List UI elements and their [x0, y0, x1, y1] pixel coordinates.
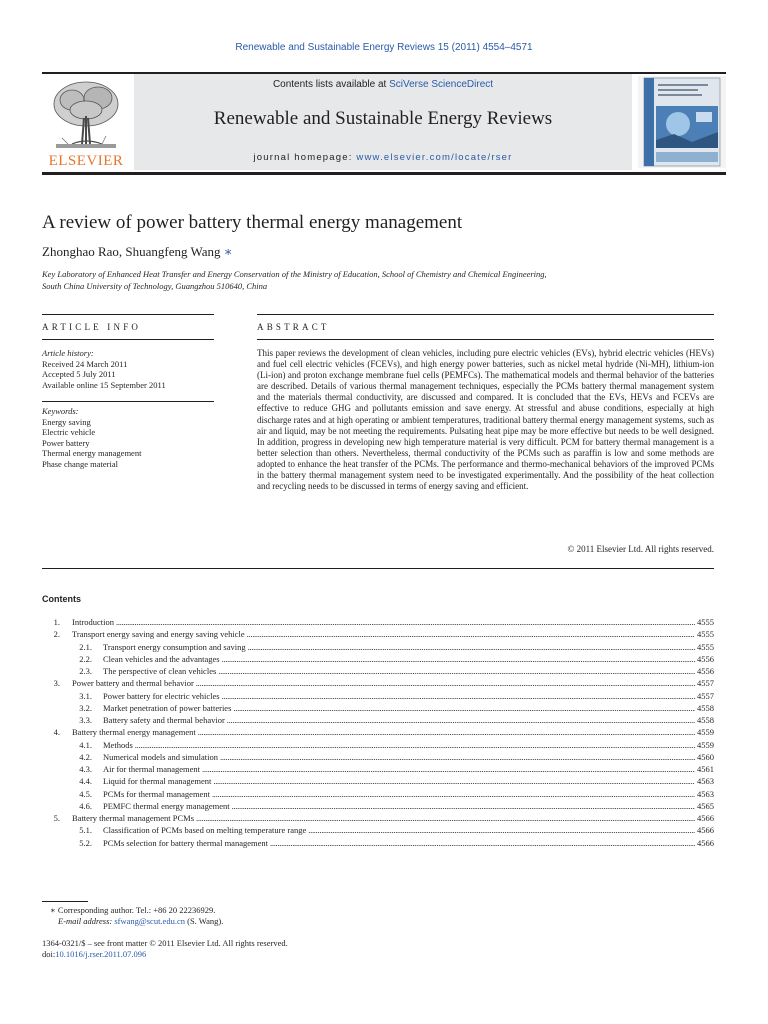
keyword-item: Phase change material: [42, 458, 118, 469]
toc-entry-title: Liquid for thermal management: [103, 776, 212, 787]
history-online: Available online 15 September 2011: [42, 379, 166, 390]
abstract-text: This paper reviews the development of clean vehicles, including pure electric vehicles (EVs), hybrid electric vehicles (HEVs) and fuel cell electric vehicles (FCEVs), and high energy power batteries, such as nickel metal hydride (Ni-MH), lithium-ion (Li-ion) and proton exchange membrane fuel cells (PEMFCs). The mathematical models and thermal behavior of the batteries are described. Details of various thermal management techniques, especially the PCMs battery thermal management system and the materials thermal conductivity, are discussed and compared. It is concluded that the EVs, HEVs and FCEVs are effective to reduce GHG and pollutants emission and save energy. At stressful and abuse conditions, especially at high discharge rates and at high operating or ambient temperatures, traditional battery thermal energy management systems, such as air and liquid, may be not meeting the requirements. Pulsating heat pipe may be more effective but needs to be well designed. In addition, progress in developing new high temperature material is very difficult. PCM for battery thermal management is a better selection than others. Nevertheless, thermal conductivity of the PCMs such as paraffin is low and some methods are adopted to enhance the heat transfer of the PCMs. The performance and thermo-mechanical behaviors of the improved PCMs in the battery thermal management system need to be investigated experimentally. And the possibility of the heat collection and recycling needs to be discussed in terms of energy saving and efficient.: [257, 348, 714, 492]
article-info-heading: ARTICLE INFO: [42, 322, 142, 332]
elsevier-logo: [42, 78, 130, 170]
toc-entry-number: 2.2.: [79, 653, 92, 664]
toc-entry[interactable]: [42, 653, 714, 665]
masthead-band: [134, 74, 632, 170]
toc-entry-title: The perspective of clean vehicles: [103, 666, 217, 676]
toc-dot-leader: [222, 653, 695, 665]
corresponding-author-mark[interactable]: ∗: [223, 244, 233, 259]
toc-entry-page: 4563: [697, 788, 714, 799]
toc-entry-number: 3.3.: [79, 715, 92, 725]
affiliation-line-2: South China University of Technology, Guangzhou 510640, China: [42, 281, 268, 291]
elsevier-wordmark: ELSEVIER: [48, 153, 124, 169]
toc-entry-number: 3.: [53, 678, 60, 689]
keyword-item: Electric vehicle: [42, 427, 96, 438]
toc-entry-title: Market penetration of power batteries: [103, 702, 232, 713]
toc-entry-number: 5.: [53, 813, 60, 823]
toc-entry-page: 4560: [697, 751, 714, 762]
toc-entry-title: Power battery for electric vehicles: [103, 690, 220, 701]
toc-entry-title: Battery safety and thermal behavior: [103, 715, 225, 725]
toc-dot-leader: [232, 800, 695, 812]
toc-dot-leader: [233, 702, 695, 714]
toc-entry-page: 4555: [697, 629, 714, 640]
toc-entry-page: 4559: [697, 739, 714, 750]
footnote-mark: ∗: [50, 905, 56, 915]
article-history: [42, 348, 214, 390]
doi-line: [42, 949, 146, 960]
toc-entry[interactable]: [42, 824, 714, 836]
toc-entry[interactable]: [42, 726, 714, 738]
toc-entry-number: 4.5.: [79, 788, 92, 799]
abstract-top-rule: [257, 314, 714, 315]
toc-entry[interactable]: [42, 628, 714, 640]
keywords-label: Keywords:: [42, 406, 79, 416]
header-rule-bottom: [42, 172, 726, 175]
toc-entry-number: 2.3.: [79, 666, 92, 676]
toc-entry[interactable]: [42, 751, 714, 763]
keyword-item: Thermal energy management: [42, 448, 142, 459]
toc-dot-leader: [222, 690, 695, 702]
homepage-link[interactable]: www.elsevier.com/locate/rser: [356, 152, 513, 163]
toc-entry-number: 4.4.: [79, 776, 92, 787]
toc-entry-title: Numerical models and simulation: [103, 751, 218, 762]
toc-entry-page: 4557: [697, 678, 714, 689]
toc-entry-page: 4555: [697, 617, 714, 627]
toc-entry[interactable]: [42, 714, 714, 726]
toc-entry[interactable]: [42, 812, 714, 824]
toc-entry-number: 4.: [53, 727, 60, 738]
toc-entry-page: 4563: [697, 776, 714, 787]
toc-entry-number: 4.6.: [79, 800, 92, 811]
history-keywords-divider: [42, 401, 214, 402]
toc-entry-title: Power battery and thermal behavior: [72, 678, 194, 689]
email-link[interactable]: sfwang@scut.edu.cn: [114, 916, 185, 926]
toc-dot-leader: [116, 616, 695, 628]
toc-entry-page: 4561: [697, 764, 714, 774]
toc-entry[interactable]: [42, 616, 714, 628]
journal-homepage-line: [134, 152, 632, 163]
abstract-head-rule: [257, 339, 714, 340]
keywords-block: [42, 406, 214, 470]
toc-entry[interactable]: [42, 788, 714, 800]
footnote-email-line: [58, 916, 223, 927]
toc-entry[interactable]: [42, 665, 714, 677]
toc-entry-page: 4566: [697, 825, 714, 836]
contents-available-prefix: Contents lists available at: [272, 79, 390, 90]
journal-citation[interactable]: Renewable and Sustainable Energy Reviews 15 (2011) 4554–4571: [235, 42, 533, 53]
toc-entry-title: PCMs selection for battery thermal management: [103, 837, 268, 848]
toc-entry-title: PEMFC thermal energy management: [103, 800, 230, 811]
journal-cover-thumbnail: [638, 76, 726, 168]
contents-top-rule: [42, 568, 714, 569]
toc-entry-title: Transport energy saving and energy saving vehicle: [72, 629, 245, 640]
toc-entry-number: 4.3.: [79, 764, 92, 774]
toc-entry-page: 4559: [697, 727, 714, 738]
article-info-head-rule: [42, 339, 214, 340]
toc-entry-title: Clean vehicles and the advantages: [103, 653, 220, 664]
toc-entry-number: 1.: [53, 617, 60, 627]
toc-entry-number: 2.1.: [79, 641, 92, 652]
toc-entry-page: 4556: [697, 666, 714, 676]
toc-entry-title: Air for thermal management: [103, 764, 201, 774]
contents-heading: Contents: [42, 594, 81, 604]
toc-entry-title: Introduction: [72, 617, 115, 627]
toc-entry-title: Classification of PCMs based on melting temperature range: [103, 825, 307, 836]
affiliation: [42, 268, 682, 292]
author-list: [42, 244, 233, 260]
toc-entry-page: 4565: [697, 800, 714, 811]
toc-dot-leader: [213, 775, 695, 787]
footnote-tel: Corresponding author. Tel.: +86 20 22236929.: [57, 905, 216, 915]
keyword-item: Energy saving: [42, 416, 91, 427]
footnote-corresponding: [50, 905, 215, 916]
doi-link[interactable]: 10.1016/j.rser.2011.07.096: [55, 949, 147, 959]
toc-entry[interactable]: [42, 702, 714, 714]
toc-dot-leader: [202, 763, 695, 775]
toc-dot-leader: [248, 641, 695, 653]
toc-entry-number: 3.2.: [79, 702, 92, 713]
toc-entry-number: 4.1.: [79, 739, 92, 750]
history-received: Received 24 March 2011: [42, 358, 128, 369]
abstract-copyright: © 2011 Elsevier Ltd. All rights reserved.: [567, 544, 714, 554]
toc-dot-leader: [196, 677, 695, 689]
paper-title: A review of power battery thermal energy management: [42, 212, 463, 233]
toc-dot-leader: [212, 788, 695, 800]
article-info-top-rule: [42, 314, 214, 315]
toc-dot-leader: [270, 837, 695, 849]
journal-masthead: [42, 74, 726, 172]
toc-entry-title: Transport energy consumption and saving: [103, 641, 246, 652]
table-of-contents: [42, 616, 714, 849]
toc-entry[interactable]: [42, 690, 714, 702]
footnote-rule: [42, 901, 88, 902]
affiliation-line-1: Key Laboratory of Enhanced Heat Transfer and Energy Conservation of the Ministry of Education, School of Chemistry and Chemical Engineering,: [42, 269, 547, 279]
journal-cover-icon: [638, 76, 726, 168]
authors-text: Zhonghao Rao, Shuangfeng Wang: [42, 244, 221, 259]
toc-entry[interactable]: [42, 641, 714, 653]
toc-entry-page: 4566: [697, 813, 714, 823]
toc-entry[interactable]: [42, 677, 714, 689]
toc-entry[interactable]: [42, 800, 714, 812]
contents-available-line: [134, 79, 632, 90]
toc-entry-page: 4566: [697, 837, 714, 848]
toc-dot-leader: [247, 628, 695, 640]
toc-entry-title: Methods: [103, 739, 133, 750]
toc-entry-number: 5.1.: [79, 825, 92, 836]
history-accepted: Accepted 5 July 2011: [42, 369, 116, 380]
toc-dot-leader: [135, 739, 695, 751]
toc-entry-page: 4558: [697, 715, 714, 725]
toc-entry[interactable]: [42, 739, 714, 751]
toc-entry[interactable]: [42, 775, 714, 787]
toc-entry-number: 4.2.: [79, 751, 92, 762]
toc-dot-leader: [218, 665, 695, 677]
toc-dot-leader: [196, 812, 695, 824]
email-suffix: (S. Wang).: [184, 916, 224, 926]
toc-entry-title: PCMs for thermal management: [103, 788, 210, 799]
toc-entry-number: 3.1.: [79, 690, 92, 701]
abstract-heading: ABSTRACT: [257, 322, 330, 332]
history-label: Article history:: [42, 348, 94, 358]
doi-prefix: doi:: [42, 949, 56, 959]
toc-dot-leader: [198, 726, 695, 738]
toc-dot-leader: [220, 751, 695, 763]
issn-line: 1364-0321/$ – see front matter © 2011 Elsevier Ltd. All rights reserved.: [42, 938, 288, 948]
homepage-prefix: journal homepage:: [253, 152, 357, 163]
sciencedirect-link[interactable]: SciVerse ScienceDirect: [389, 79, 494, 90]
journal-name: Renewable and Sustainable Energy Reviews: [213, 108, 553, 129]
email-label: E-mail address:: [58, 916, 115, 926]
toc-entry[interactable]: [42, 837, 714, 849]
toc-dot-leader: [227, 714, 695, 726]
keyword-item: Power battery: [42, 437, 90, 448]
toc-entry-page: 4558: [697, 702, 714, 713]
toc-entry-number: 5.2.: [79, 837, 92, 848]
toc-entry-number: 2.: [53, 629, 60, 640]
toc-dot-leader: [308, 824, 695, 836]
toc-entry-page: 4555: [697, 641, 714, 652]
toc-entry-title: Battery thermal energy management: [72, 727, 196, 738]
elsevier-tree-icon: [42, 78, 130, 152]
toc-entry[interactable]: [42, 763, 714, 775]
toc-entry-page: 4557: [697, 690, 714, 701]
toc-entry-title: Battery thermal management PCMs: [72, 813, 195, 823]
toc-entry-page: 4556: [697, 653, 714, 664]
